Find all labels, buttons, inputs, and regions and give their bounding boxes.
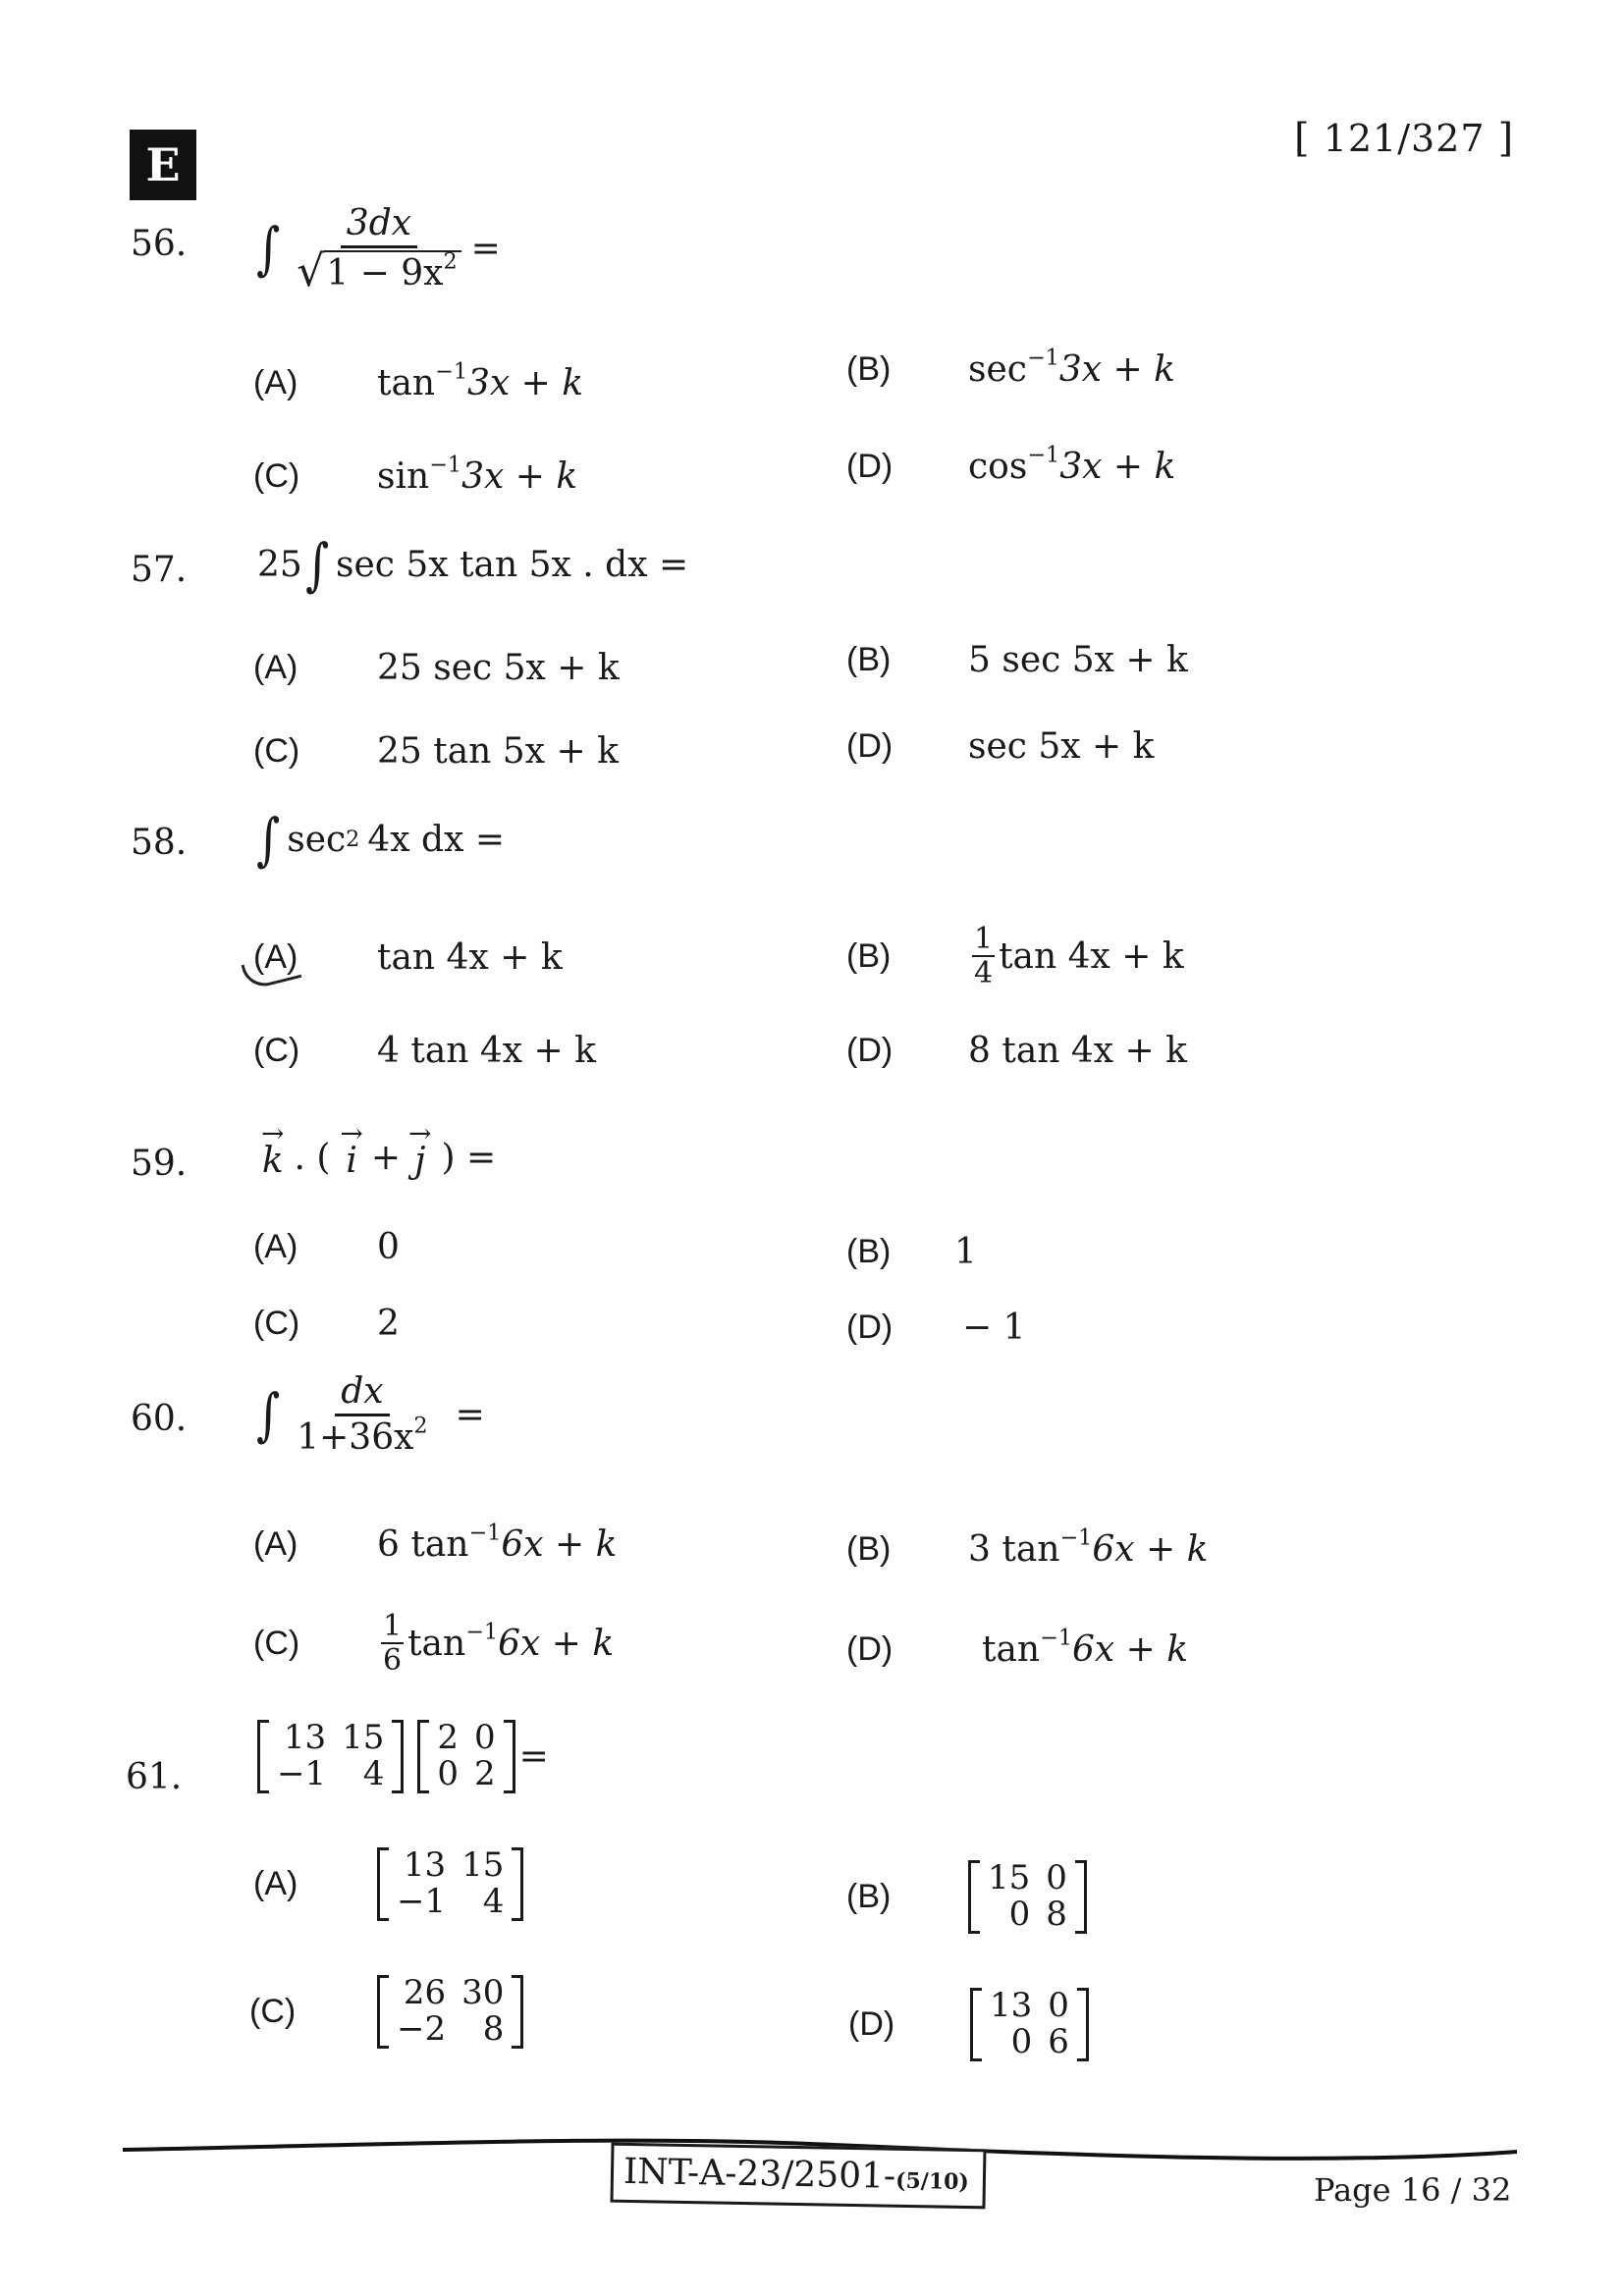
page-number: Page 16 / 32 (1314, 2171, 1512, 2209)
option-label: (C) (253, 1624, 300, 1662)
matrix-1: 13 15 −1 4 (257, 1720, 404, 1793)
option-56-b[interactable] (846, 345, 1175, 390)
question-stem-57 (257, 531, 689, 598)
option-61-d[interactable] (848, 1988, 1089, 2061)
vector-i: → i (340, 1117, 363, 1182)
question-number-59: 59. (131, 1144, 188, 1184)
question-number-57: 57. (131, 550, 188, 590)
option-57-b[interactable] (846, 640, 1188, 680)
option-text: 25 sec 5x + k (377, 648, 620, 688)
option-label: (D) (846, 1630, 893, 1668)
option-matrix: 26 30 −2 8 (377, 1975, 523, 2049)
option-text: $\sec^{-1}3x + k$ (968, 345, 1175, 390)
option-text: $\tan^{-1}6x + k$ (982, 1625, 1189, 1670)
option-label: (A) (253, 1525, 298, 1563)
option-text: 2 (377, 1304, 400, 1344)
bracket-close: ] (1497, 116, 1515, 161)
equals: = (470, 228, 501, 269)
option-text: tan 4x + k (377, 937, 563, 978)
option-61-c[interactable] (249, 1975, 523, 2049)
option-59-d[interactable] (846, 1308, 1026, 1348)
paper-code-text: INT-A-23/2501- (623, 2151, 896, 2197)
option-label: (C) (253, 1305, 300, 1342)
integral-sign: ∫ (256, 215, 281, 283)
option-text: 3 $\tan^{-1}6x + k$ (968, 1524, 1209, 1570)
option-text: 0 (377, 1227, 400, 1267)
option-text: − 1 (962, 1308, 1026, 1348)
question-stem-60 (253, 1372, 485, 1457)
option-text: 8 tan 4x + k (968, 1031, 1187, 1071)
option-label: (D) (846, 1308, 893, 1346)
page-ref-value: 121/327 (1323, 117, 1486, 160)
matrix-2: 2 0 0 2 (417, 1720, 514, 1793)
option-text: $\cos^{-1}3x + k$ (968, 442, 1176, 487)
integral-sign: ∫ (256, 1381, 281, 1449)
radical-sign: √ (297, 245, 325, 296)
option-label: (C) (253, 1032, 300, 1069)
fraction (291, 204, 466, 294)
option-59-a[interactable] (253, 1227, 400, 1267)
option-57-a[interactable] (253, 648, 620, 688)
option-58-d[interactable] (846, 1031, 1187, 1071)
option-label: (A) (253, 938, 377, 977)
option-label: (A) (253, 364, 298, 401)
option-61-a[interactable] (253, 1847, 523, 1921)
option-matrix: 13 0 0 6 (970, 1988, 1089, 2061)
option-60-d[interactable] (846, 1625, 1189, 1670)
option-label: (B) (846, 1233, 892, 1270)
option-text: 4 tan 4x + k (377, 1031, 596, 1071)
equals: = (518, 1735, 549, 1777)
option-57-d[interactable] (846, 726, 1154, 767)
option-label: (C) (249, 1992, 297, 2030)
numerator: dx (335, 1372, 389, 1416)
option-label: (D) (846, 1032, 893, 1069)
question-number-58: 58. (131, 823, 188, 863)
vector-j: → j (408, 1117, 432, 1182)
numerator: 3dx (341, 204, 417, 248)
question-number-56: 56. (131, 224, 188, 264)
option-text: 25 tan 5x + k (377, 731, 619, 772)
integral-sign: ∫ (256, 806, 281, 873)
option-57-c[interactable] (253, 731, 619, 772)
option-58-b[interactable] (846, 923, 1184, 989)
fraction: $\frac{1}{4}$ (974, 922, 994, 990)
option-59-b[interactable] (846, 1232, 977, 1272)
option-text: $\tan^{-1}3x + k$ (377, 358, 584, 403)
option-60-a[interactable] (253, 1520, 618, 1565)
paper-code-suffix: (5/10) (894, 2167, 970, 2196)
question-stem-56 (253, 204, 501, 294)
option-56-a[interactable] (253, 358, 584, 403)
page-reference (1294, 116, 1514, 161)
integral-sign: ∫ (304, 531, 330, 598)
fraction: $\frac{1}{6}$ (383, 1609, 403, 1678)
radicand: $1 - 9x^2$ (324, 250, 460, 294)
option-58-a[interactable] (253, 937, 563, 978)
option-text: $\tan^{-1}6x + k$ (407, 1618, 615, 1664)
question-stem-61 (257, 1720, 549, 1793)
option-label: (D) (848, 2004, 895, 2043)
question-stem-58: ∫ sec 2 4x dx = (256, 806, 505, 873)
option-label: (B) (846, 641, 892, 678)
option-label: (B) (846, 1877, 892, 1915)
option-label: (A) (253, 1228, 298, 1265)
paper-code (610, 2143, 986, 2210)
option-text: 6 $\tan^{-1}6x + k$ (377, 1520, 618, 1565)
question-number-61: 61. (126, 1757, 183, 1797)
option-label: (D) (846, 448, 893, 485)
option-text: 1 (954, 1232, 977, 1272)
function: sec (287, 819, 347, 860)
coefficient: 25 (257, 544, 302, 585)
question-stem-59: → k . ( → i + → j ) = (261, 1117, 497, 1182)
bracket-open: [ (1294, 116, 1311, 161)
option-label: (C) (253, 732, 300, 770)
option-text: $\sin^{-1}3x + k$ (377, 452, 578, 497)
stem-rest: 4x dx = (367, 819, 505, 860)
option-label: (C) (253, 457, 300, 495)
vector-k: → k (261, 1117, 285, 1182)
option-matrix: 15 0 0 8 (968, 1860, 1087, 1934)
set-badge: E (130, 130, 196, 200)
option-text: tan 4x + k (999, 935, 1184, 977)
denominator: $1+36x^2$ (297, 1412, 428, 1458)
fraction (291, 1372, 433, 1457)
option-matrix: 13 15 −1 4 (377, 1847, 523, 1921)
option-text: sec 5x + k (968, 726, 1155, 767)
option-59-c[interactable] (253, 1304, 400, 1344)
equals: = (455, 1394, 485, 1435)
integrand: sec 5x tan 5x . dx = (336, 544, 689, 585)
option-text: 5 sec 5x + k (968, 640, 1188, 680)
option-label: (A) (253, 649, 298, 686)
option-label: (B) (846, 350, 892, 388)
option-label: (B) (846, 1530, 892, 1568)
option-58-c[interactable] (253, 1031, 596, 1071)
option-label: (D) (846, 727, 893, 765)
option-61-b[interactable] (846, 1860, 1087, 1934)
option-56-d[interactable] (846, 442, 1176, 487)
option-label: (A) (253, 1864, 298, 1902)
checkmark-icon (242, 952, 302, 991)
option-60-c[interactable] (253, 1610, 614, 1677)
option-60-b[interactable] (846, 1524, 1209, 1570)
option-label: (B) (846, 936, 892, 975)
question-number-60: 60. (131, 1399, 188, 1439)
sqrt-denominator (291, 245, 466, 296)
option-56-c[interactable] (253, 452, 578, 497)
